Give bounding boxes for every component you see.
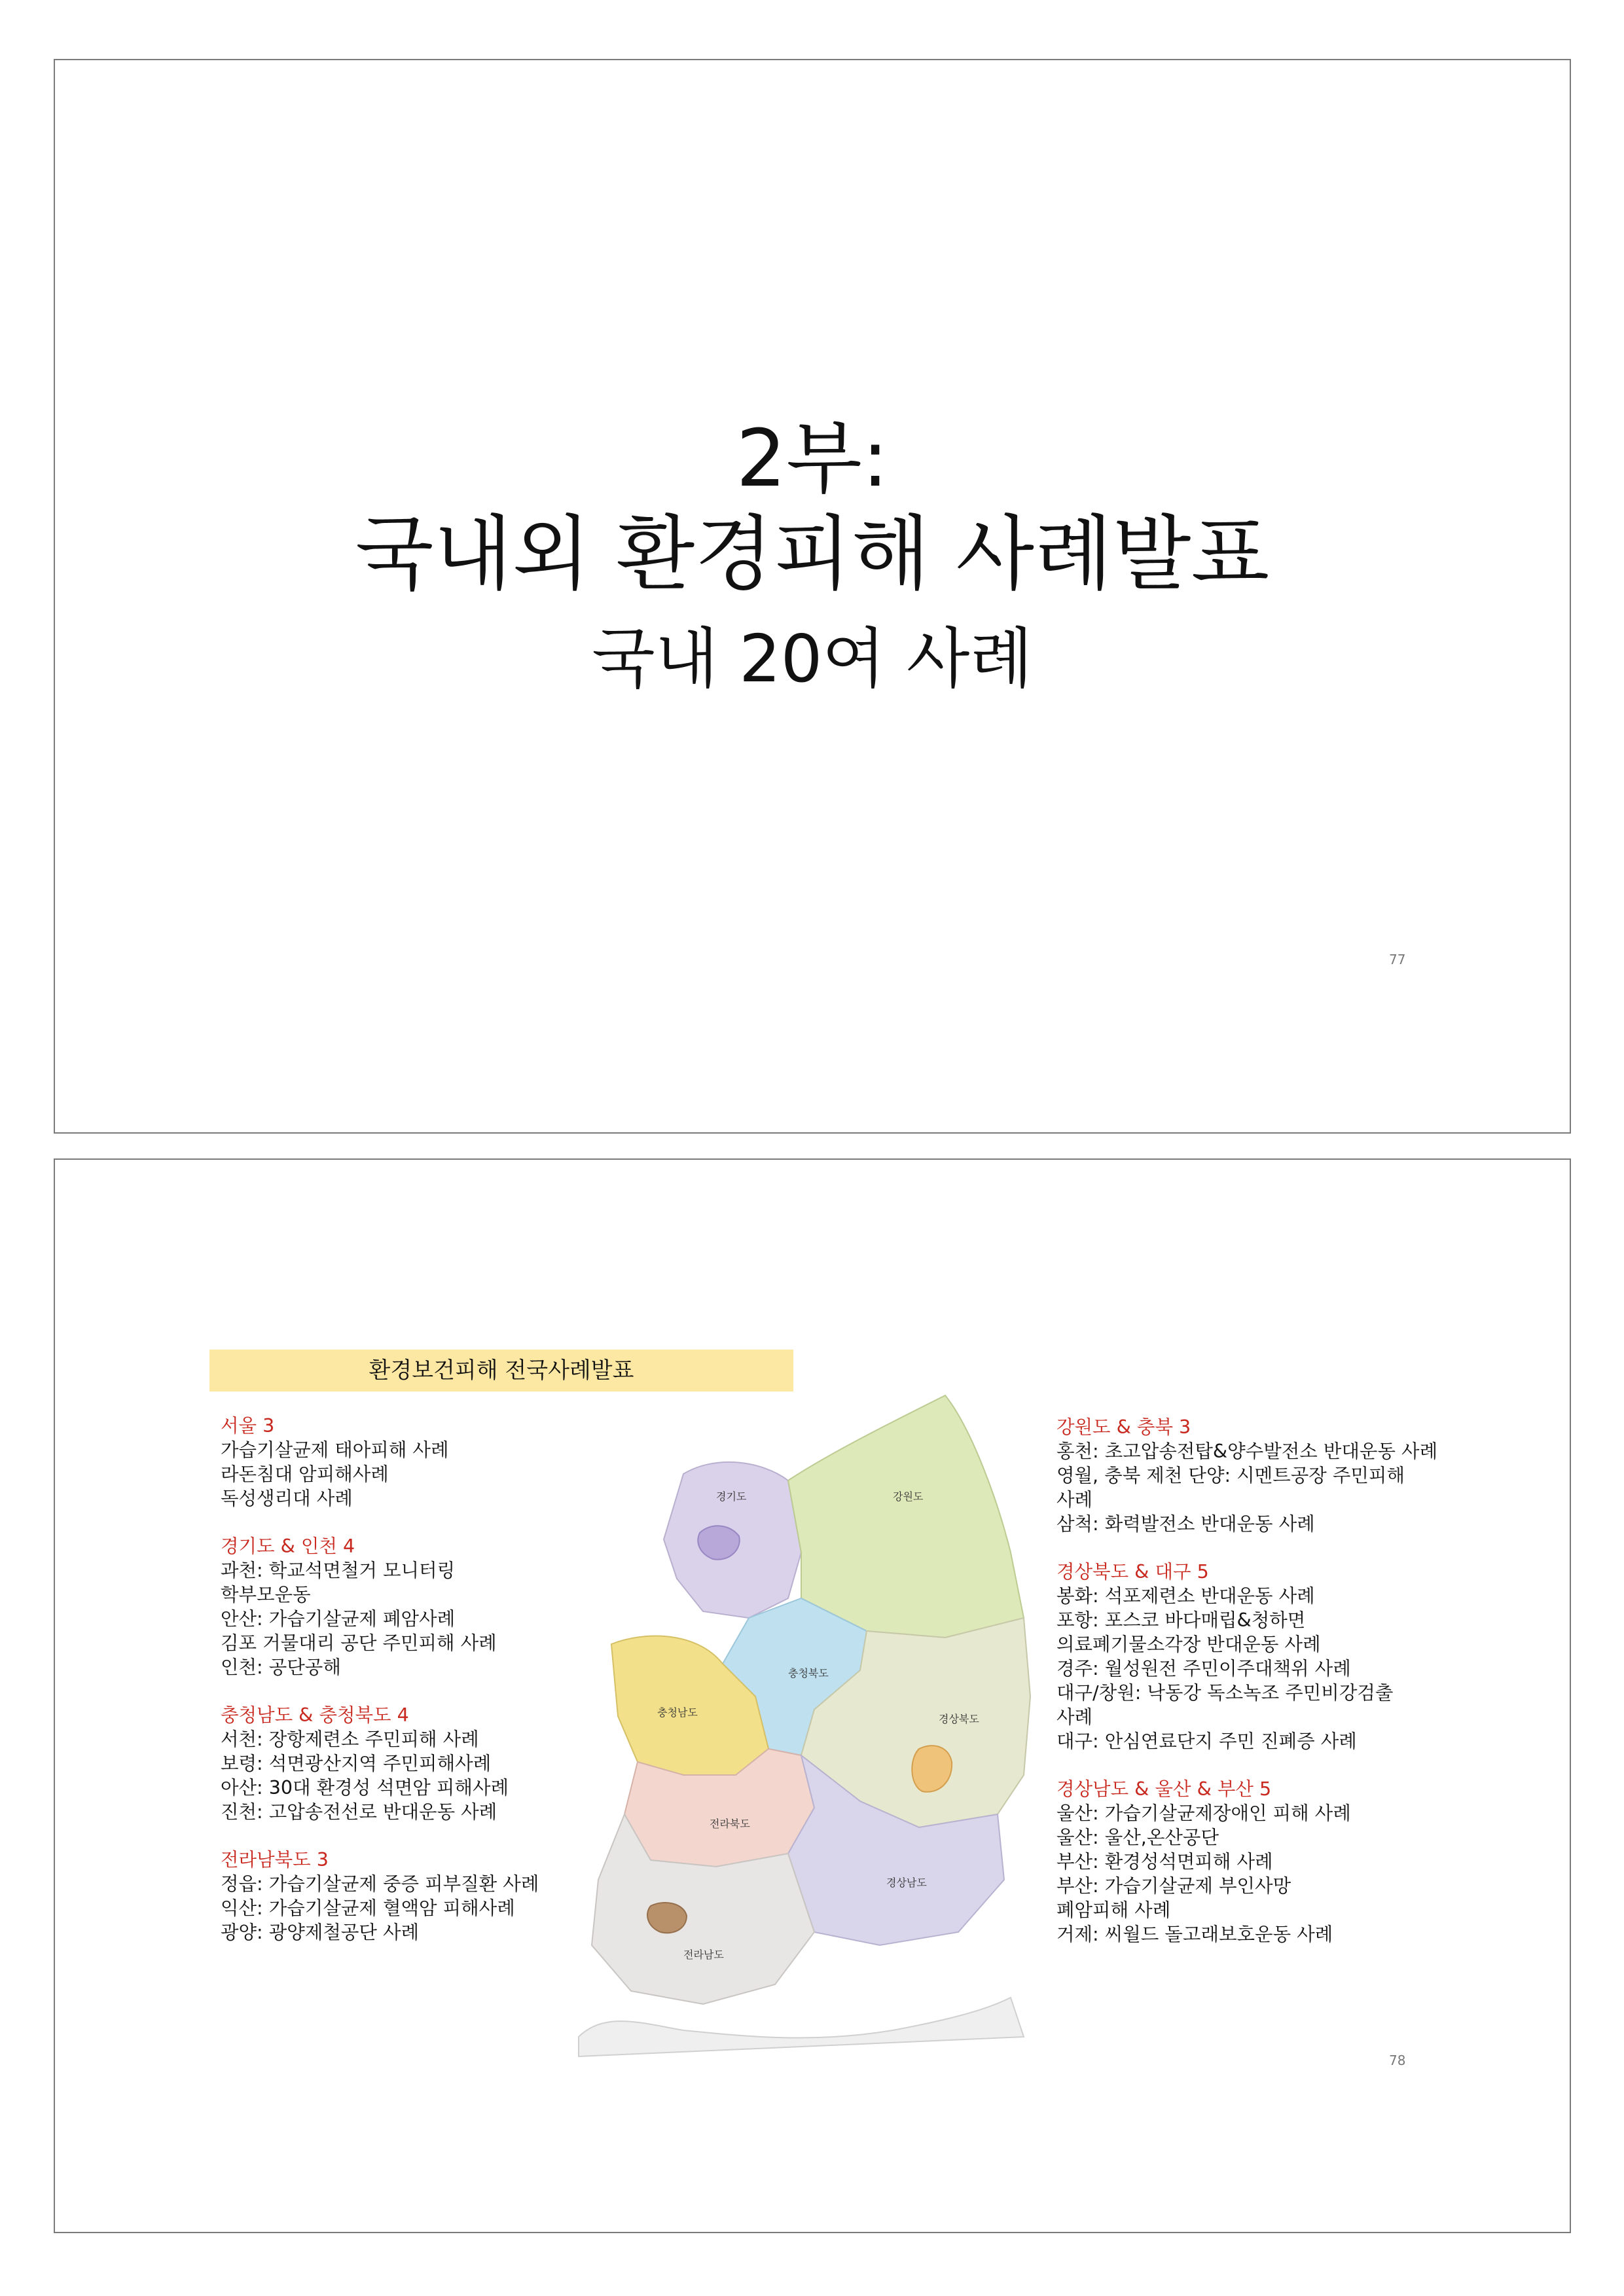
case-item: 진천: 고압송전선로 반대운동 사례 [221, 1801, 497, 1823]
case-item: 울산: 울산,온산공단 [1056, 1827, 1219, 1848]
case-group-title: 강원도 & 충북 3 [1056, 1416, 1191, 1438]
slide-title-part: 2부: [736, 414, 889, 505]
case-item: 라돈침대 암피해사례 [221, 1463, 389, 1485]
case-item: 안산: 가습기살균제 폐암사례 [221, 1608, 456, 1630]
case-item: 학부모운동 [221, 1584, 311, 1605]
case-group-title: 서울 3 [221, 1415, 275, 1437]
map-label-jeonbuk: 전라북도 [710, 1818, 750, 1830]
map-label-jeonnam: 전라남도 [683, 1948, 724, 1961]
case-item: 김포 거물대리 공단 주민피해 사례 [221, 1632, 497, 1654]
case-item: 대구: 안심연료단지 주민 진폐증 사례 [1056, 1731, 1357, 1752]
case-item: 사례 [1056, 1489, 1093, 1511]
case-item: 경주: 월성원전 주민이주대책위 사례 [1056, 1658, 1351, 1679]
map-label-gangwon: 강원도 [893, 1490, 924, 1503]
case-item: 포항: 포스코 바다매립&청하면 [1056, 1609, 1306, 1631]
slide-title: 국내외 환경피해 사례발표 [355, 507, 1270, 601]
slide-subtitle: 국내 20여 사례 [592, 620, 1033, 697]
korea-map [552, 1382, 1102, 2063]
map-label-chungnam: 충청남도 [657, 1706, 698, 1719]
page-number: 77 [1389, 952, 1406, 967]
page-number: 78 [1389, 2053, 1406, 2068]
case-item: 정읍: 가습기살균제 중증 피부질환 사례 [221, 1873, 539, 1895]
case-group [1056, 1560, 1508, 1753]
map-label-gyeongnam: 경상남도 [886, 1876, 927, 1889]
region-gwangju-highlight [647, 1903, 687, 1933]
case-item: 홍천: 초고압송전탑&양수발전소 반대운동 사례 [1056, 1441, 1438, 1462]
case-group-title: 전라남북도 3 [221, 1849, 329, 1871]
case-item: 익산: 가습기살균제 혈액암 피해사례 [221, 1897, 515, 1919]
right-case-list [1056, 1415, 1508, 1970]
map-label-chungbuk: 충청북도 [788, 1667, 829, 1679]
case-group-title: 경상남도 & 울산 & 부산 5 [1056, 1778, 1272, 1800]
map-backdrop [579, 1998, 1024, 2056]
banner-title: 환경보건피해 전국사례발표 [209, 1350, 793, 1391]
case-item: 봉화: 석포제련소 반대운동 사례 [1056, 1585, 1315, 1607]
case-item: 과천: 학교석면철거 모니터링 [221, 1560, 456, 1581]
case-item: 폐암피해 사례 [1056, 1899, 1171, 1921]
case-item: 광양: 광양제철공단 사례 [221, 1922, 420, 1943]
region-seoul-highlight [698, 1526, 739, 1559]
slide-77 [54, 59, 1571, 1134]
case-group [1056, 1777, 1508, 1946]
case-item: 독성생리대 사례 [221, 1488, 353, 1509]
slide-78 [54, 1158, 1571, 2233]
case-item: 대구/창원: 낙동강 독소녹조 주민비강검출 [1056, 1682, 1394, 1704]
case-group-title: 충청남도 & 충청북도 4 [221, 1704, 409, 1726]
case-item: 인천: 공단공해 [221, 1657, 341, 1678]
case-item: 영월, 충북 제천 단양: 시멘트공장 주민피해 [1056, 1465, 1405, 1486]
case-item: 보령: 석면광산지역 주민피해사례 [221, 1753, 492, 1774]
case-item: 울산: 가습기살균제장애인 피해 사례 [1056, 1803, 1351, 1824]
case-item: 부산: 환경성석면피해 사례 [1056, 1851, 1273, 1873]
case-group-title: 경기도 & 인천 4 [221, 1535, 355, 1557]
case-item: 서천: 장항제련소 주민피해 사례 [221, 1729, 479, 1750]
case-item: 가습기살균제 태아피해 사례 [221, 1439, 449, 1461]
map-label-gyeonggi: 경기도 [716, 1490, 747, 1503]
case-group-title: 경상북도 & 대구 5 [1056, 1561, 1209, 1583]
case-item: 거제: 씨월드 돌고래보호운동 사례 [1056, 1924, 1333, 1945]
case-item: 아산: 30대 환경성 석면암 피해사례 [221, 1777, 509, 1799]
map-label-gyeongbuk: 경상북도 [939, 1713, 979, 1725]
case-item: 사례 [1056, 1706, 1093, 1728]
case-group [1056, 1415, 1508, 1536]
case-item: 의료폐기물소각장 반대운동 사례 [1056, 1634, 1321, 1655]
case-item: 부산: 가습기살균제 부인사망 [1056, 1875, 1291, 1897]
case-item: 삼척: 화력발전소 반대운동 사례 [1056, 1513, 1315, 1535]
region-gangwon [788, 1395, 1024, 1638]
